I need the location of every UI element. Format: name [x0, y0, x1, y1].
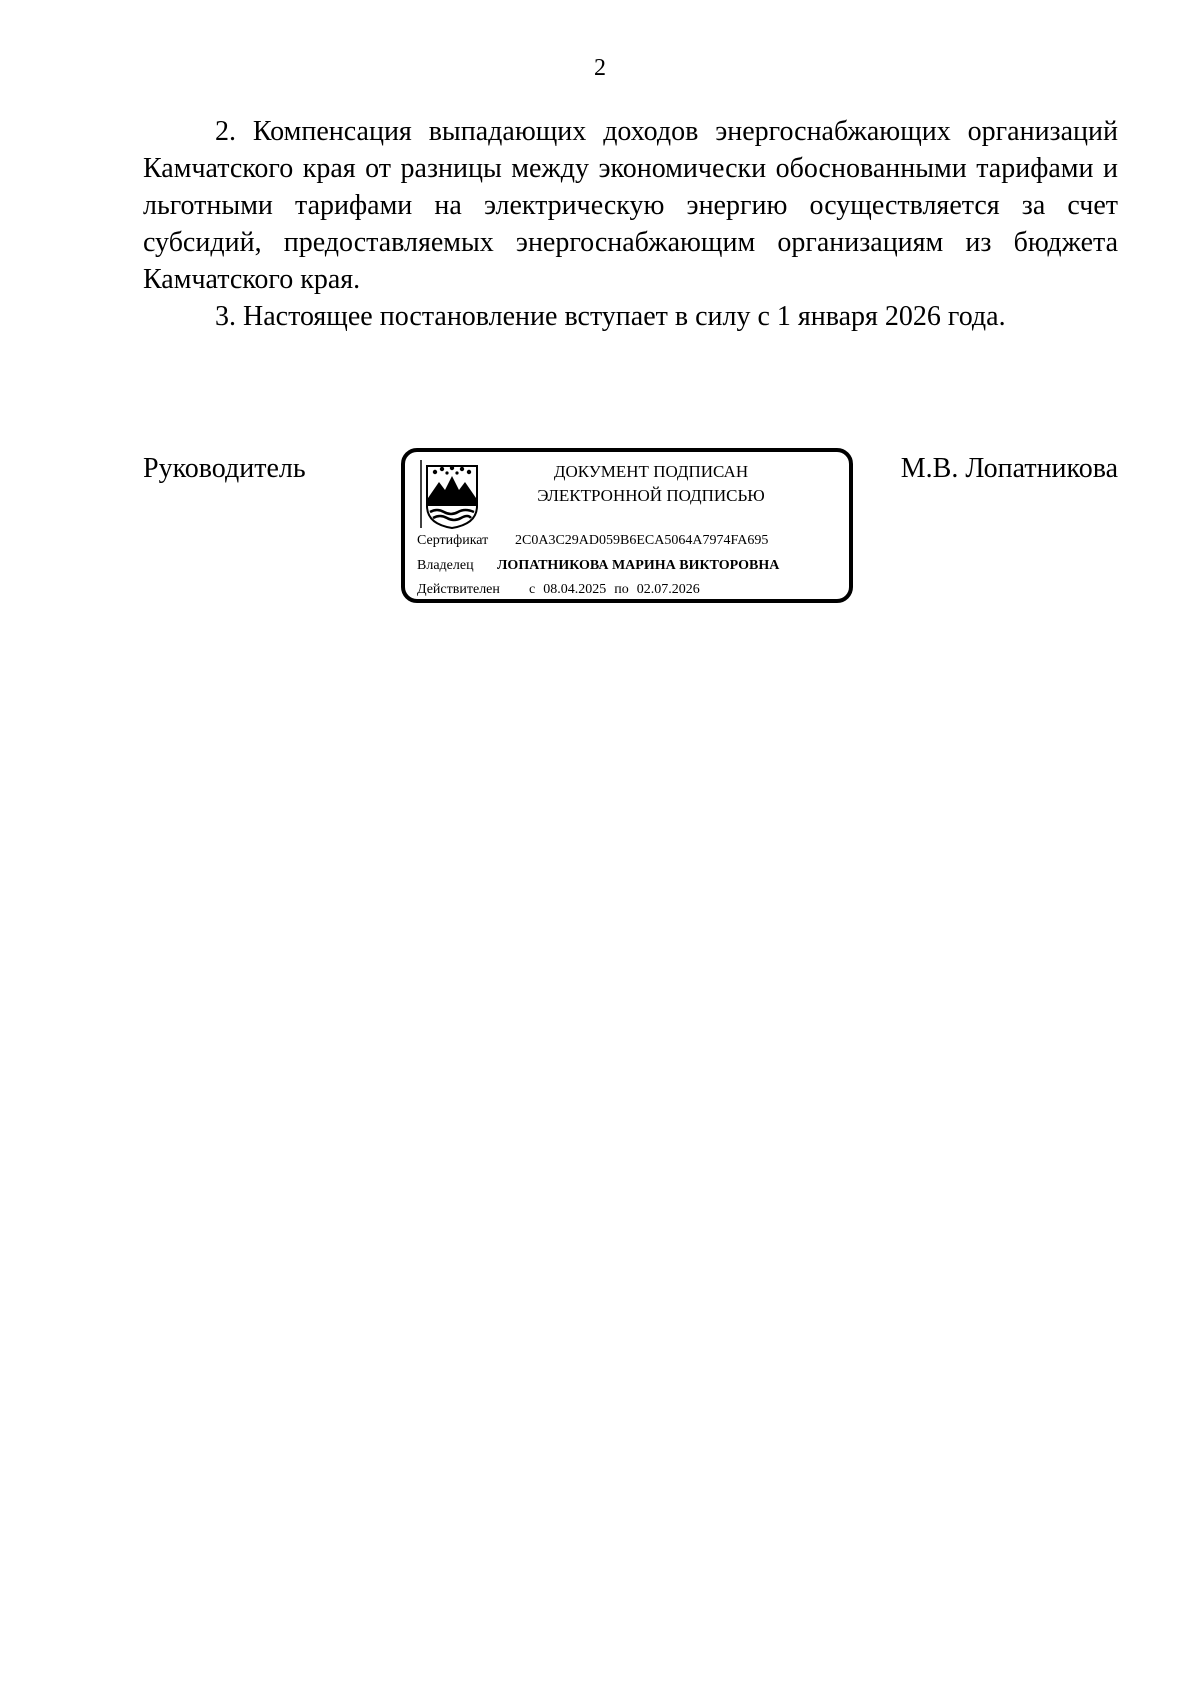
- document-body: [143, 113, 1118, 335]
- validity-to-date: 02.07.2026: [636, 582, 700, 597]
- validity-to-prefix: по: [614, 582, 629, 597]
- signature-block: [143, 448, 1118, 614]
- certificate-value: 2C0A3C29AD059B6ECA5064A7974FA695: [515, 533, 769, 548]
- stamp-header-line1: ДОКУМЕНТ ПОДПИСАН: [553, 462, 749, 481]
- electronic-signature-stamp: [401, 448, 853, 603]
- validity-from-prefix: с: [529, 582, 536, 597]
- stamp-header: [501, 460, 801, 508]
- paragraph-compensation: 2. Компенсация выпадающих доходов энергоснабжающих организаций Камчатского края от разницы между экономически обоснованными тарифами и льготными тарифами на электрическую энергию осуществляется за счет субсидий, предоставляемых энергоснабжающим организациям из бюджета Камчатского края.: [143, 116, 1118, 295]
- validity-from-date: 08.04.2025: [543, 582, 607, 597]
- certificate-row: [417, 532, 768, 550]
- paragraph-effective-date: 3. Настоящее постановление вступает в силу с 1 января 2026 года.: [215, 301, 1006, 332]
- validity-row: [417, 581, 700, 599]
- page-number: 2: [594, 55, 606, 81]
- signatory-name: М.В. Лопатникова: [900, 453, 1118, 484]
- owner-value: ЛОПАТНИКОВА МАРИНА ВИКТОРОВНА: [497, 558, 780, 573]
- validity-label: Действителен: [417, 582, 500, 597]
- owner-row: [417, 557, 779, 575]
- stamp-header-line2: ЭЛЕКТРОННОЙ ПОДПИСЬЮ: [537, 486, 765, 505]
- certificate-label: Сертификат: [417, 533, 489, 548]
- signatory-title: Руководитель: [143, 453, 306, 484]
- kamchatka-coat-of-arms-icon: [419, 458, 485, 530]
- owner-label: Владелец: [417, 558, 474, 573]
